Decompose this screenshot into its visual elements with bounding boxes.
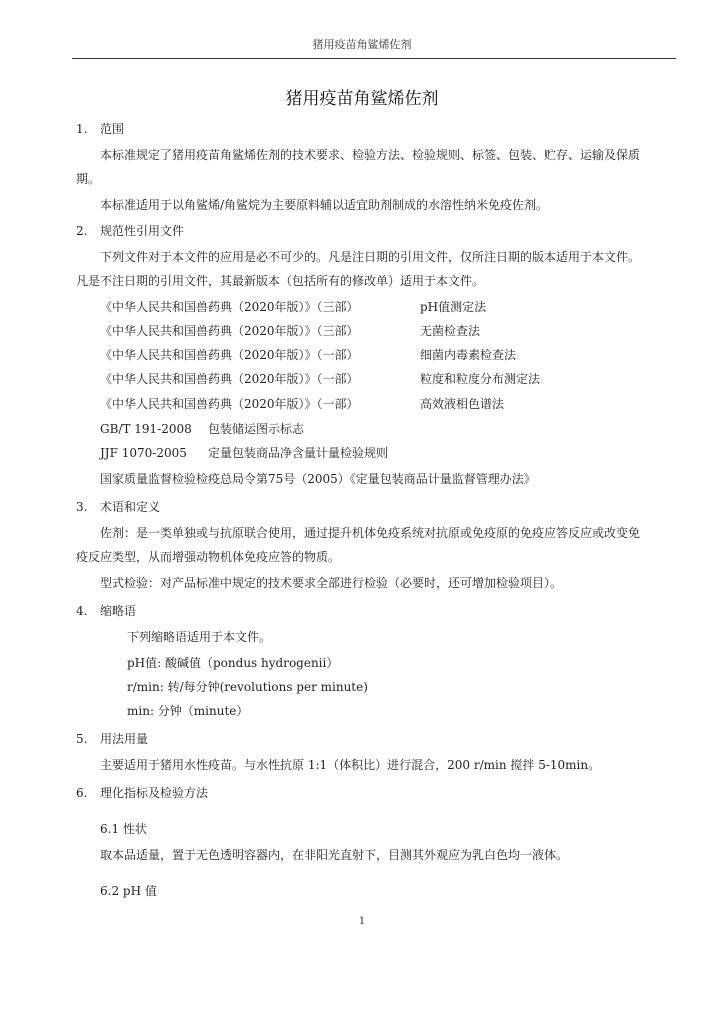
section-2-number: 2.	[76, 224, 88, 238]
running-header: 猪用疫苗角鲨烯佐剂	[312, 38, 412, 51]
standard-code: JJF 1070-2005	[100, 446, 187, 460]
abbreviations-intro: 下列缩略语适用于本文件。	[127, 630, 272, 644]
standard-name: 包装储运图示标志	[208, 422, 305, 436]
references-intro-line-2: 凡是不注日期的引用文件，其最新版本（包括所有的修改单）适用于本文件。	[76, 274, 485, 288]
abbreviation-item: r/min: 转/每分钟(revolutions per minute)	[127, 680, 368, 694]
reference-method: pH值测定法	[420, 300, 487, 314]
reference-method: 细菌内毒素检查法	[420, 348, 517, 362]
reference-source: 《中华人民共和国兽药典（2020年版）》（三部）	[100, 324, 359, 338]
section-5-number: 5.	[76, 732, 88, 746]
section-4-heading: 缩略语	[100, 604, 137, 618]
scope-paragraph-1-line-1: 本标准规定了猪用疫苗角鲨烯佐剂的技术要求、检验方法、检验规则、标签、包装、贮存、运输及保质	[100, 148, 641, 162]
subsection-6-1-heading: 6.1 性状	[100, 822, 147, 836]
reference-method: 粒度和粒度分布测定法	[420, 372, 541, 386]
section-1-heading: 范围	[100, 122, 125, 136]
section-5-heading: 用法用量	[100, 732, 149, 746]
term-type-test: 型式检验：对产品标准中规定的技术要求全部进行检验（必要时，还可增加检验项目）。	[100, 576, 563, 590]
reference-source: 《中华人民共和国兽药典（2020年版）》（一部）	[100, 397, 359, 411]
subsection-6-1-text: 取本品适量，置于无色透明容器内，在非阳光直射下，目测其外观应为乳白色均一液体。	[100, 848, 569, 862]
reference-method: 高效液相色谱法	[420, 397, 505, 411]
reference-source: 《中华人民共和国兽药典（2020年版）》（三部）	[100, 300, 359, 314]
scope-paragraph-1-line-2: 期。	[76, 172, 101, 186]
scope-paragraph-2: 本标准适用于以角鲨烯/角鲨烷为主要原料辅以适宜助剂制成的水溶性纳米免疫佐剂。	[100, 198, 549, 212]
section-3-number: 3.	[76, 500, 88, 514]
subsection-6-2-heading: 6.2 pH 值	[100, 884, 157, 898]
references-intro-line-1: 下列文件对于本文件的应用是必不可少的。凡是注日期的引用文件，仅所注日期的版本适用于本文件。	[100, 250, 641, 264]
usage-text: 主要适用于猪用水性疫苗。与水性抗原 1:1（体积比）进行混合，200 r/min 搅拌 5-10min。	[100, 758, 601, 772]
abbreviation-item: pH值: 酸碱值（pondus hydrogenii）	[127, 656, 339, 670]
standard-code: GB/T 191-2008	[100, 422, 192, 436]
reference-source: 《中华人民共和国兽药典（2020年版）》（一部）	[100, 372, 359, 386]
section-3-heading: 术语和定义	[100, 500, 161, 514]
abbreviation-item: min: 分钟（minute）	[127, 704, 249, 718]
section-6-number: 6.	[76, 786, 88, 800]
term-adjuvant-line-2: 疫反应类型，从而增强动物机体免疫应答的物质。	[76, 550, 341, 564]
section-1-number: 1.	[76, 122, 88, 136]
term-adjuvant-line-1: 佐剂：是一类单独或与抗原联合使用，通过提升机体免疫系统对抗原或免疫原的免疫应答反应或改变免	[100, 526, 641, 540]
reference-decree: 国家质量监督检验检疫总局令第75号（2005）《定量包装商品计量监督管理办法》	[100, 472, 536, 486]
section-6-heading: 理化指标及检验方法	[100, 786, 209, 800]
reference-method: 无菌检查法	[420, 324, 481, 338]
header-rule	[72, 58, 676, 59]
section-2-heading: 规范性引用文件	[100, 224, 185, 238]
page-number: 1	[358, 916, 366, 927]
reference-source: 《中华人民共和国兽药典（2020年版）》（一部）	[100, 348, 359, 362]
document-title: 猪用疫苗角鲨烯佐剂	[285, 89, 439, 109]
standard-name: 定量包装商品净含量计量检验规则	[208, 446, 389, 460]
section-4-number: 4.	[76, 604, 88, 618]
